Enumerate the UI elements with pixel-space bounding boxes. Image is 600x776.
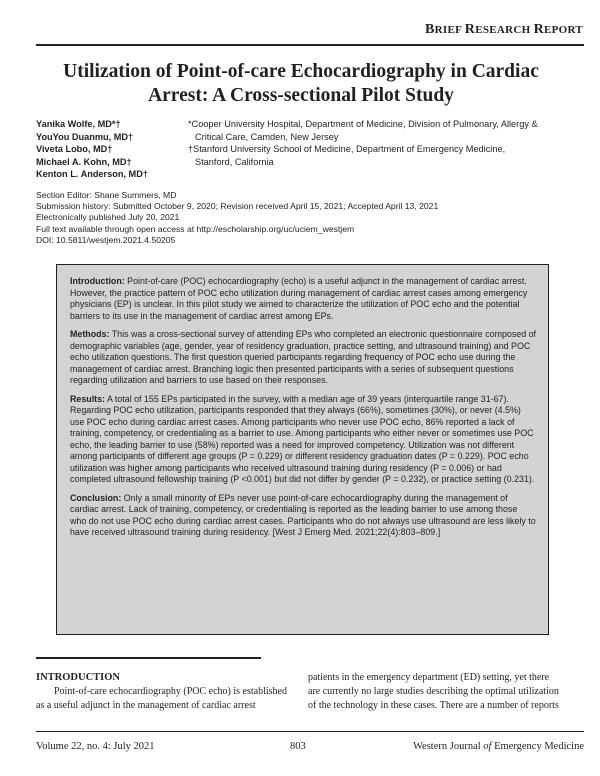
- author: YouYou Duanmu, MD†: [36, 131, 134, 142]
- author: Kenton L. Anderson, MD†: [36, 169, 148, 180]
- body-left-column: [36, 685, 294, 713]
- footer-rule: [36, 731, 584, 732]
- abstract: [70, 276, 536, 546]
- abstract-results: Results: A total of 155 EPs participated in the survey, with a median age of 39 years (interquartile range 31-67). Regarding POC echo utilization, participants responded that they always (66%), sometimes (30%), or never (4.5%) use POC echo during cardiac arrest cases. Among participants who never use POC echo, 86% reported a lack of training, competency, or credentialing as a barrier to use. Among participants who either never or sometimes use POC echo, the leading barrier to use (58%) reported was a need for improved competency. Utilization was not different among participants of different age groups (P = 0.229) or different residency graduation dates (P = 0.229). POC echo utilization was higher among participants who received ultrasound training during residency (P = 0.006) or had completed ultrasound fellowship training (P <0.001) but did not differ by gender (P = 0.232), or practice setting (0.231).: [70, 393, 535, 484]
- article-title: [36, 60, 566, 108]
- section-rule: [36, 657, 261, 659]
- author: Yanika Wolfe, MD*†: [36, 119, 121, 129]
- report-type-label: BRIEF RESEARCH REPORT: [425, 22, 583, 37]
- fulltext-link[interactable]: Full text available through open access at http://escholarship.org/uc/uciem_westjem: [36, 223, 355, 234]
- abstract-introduction: Introduction: Point-of-care (POC) echocardiography (echo) is a useful adjunct in the management of cardiac arrest. However, the practice pattern of POC echo utilization during management of cardiac arrest cases among emergency physicians (EP) is unclear. In this pilot study we aimed to characterize the utilization of POC echo and the potential barriers to its use in the management of cardiac arrest among EPs.: [70, 276, 528, 321]
- journal-name: Western Journal of Emergency Medicine: [412, 741, 584, 752]
- affiliation-2-line-1: †Stanford University School of Medicine, Department of Emergency Medicine,: [188, 144, 506, 155]
- footer-volume: Volume 22, no. 4: July 2021: [36, 741, 155, 752]
- page-number: 803: [290, 741, 306, 752]
- article-meta: [36, 190, 576, 246]
- body-line: Point-of-care echocardiography (POC echo) is established: [54, 686, 287, 697]
- author: Viveta Lobo, MD†: [36, 144, 113, 155]
- body-line: patients in the emergency department (ED) setting, yet there: [308, 672, 550, 683]
- section-editor: Section Editor: Shane Summers, MD: [36, 190, 177, 200]
- title-line-1: Utilization of Point-of-care Echocardiography in Cardiac: [63, 61, 539, 82]
- affiliation-2-line-2: Stanford, California: [195, 156, 274, 167]
- affiliation-1-line-1: *Cooper University Hospital, Department of Medicine, Division of Pulmonary, Allergy &: [188, 119, 538, 129]
- abstract-conclusion: Conclusion: Only a small minority of EPs never use point-of-care echocardiography during the management of cardiac arrest. Lack of training, competency, or credentialing is reported as the leading barrier to use among those who do not use POC echo during cardiac arrest cases. Participants who do not always use ultrasound are less likely to have received ultrasound training during residency. [West J Emerg Med. 2021;22(4):803–809.]: [70, 492, 536, 537]
- body-line: of the technology in these cases. There are a number of reports: [308, 700, 559, 711]
- author-list: [36, 118, 196, 181]
- abstract-methods: Methods: This was a cross-sectional survey of attending EPs who completed an electronic questionnaire composed of demographic variables (age, gender, year of residency graduation, practice setting, and ultrasound training) and POC echo utilization questions. The first question queried participants regarding frequency of POC echo use during the management of cardiac arrest. Branching logic then presented participants with a series of subsequent questions regarding utilization and barriers to use based on their responses.: [70, 329, 537, 385]
- affiliation-1-line-2: Critical Care, Camden, New Jersey: [195, 131, 339, 142]
- title-line-2: Arrest: A Cross-sectional Pilot Study: [148, 85, 454, 106]
- submission-history: Submission history: Submitted October 9, 2020; Revision received April 15, 2021; Accepted April 13, 2021: [36, 201, 439, 212]
- author: Michael A. Kohn, MD†: [36, 156, 132, 167]
- published-date: Electronically published July 20, 2021: [36, 212, 180, 223]
- body-line: are currently no large studies describing the optimal utilization: [308, 686, 559, 697]
- body-right-column: [308, 671, 566, 713]
- body-line: as a useful adjunct in the management of cardiac arrest: [36, 700, 256, 711]
- introduction-heading: INTRODUCTION: [36, 672, 121, 683]
- affiliations: [188, 118, 578, 168]
- doi[interactable]: DOI: 10.5811/westjem.2021.4.50205: [36, 234, 176, 245]
- header-rule: [36, 44, 584, 46]
